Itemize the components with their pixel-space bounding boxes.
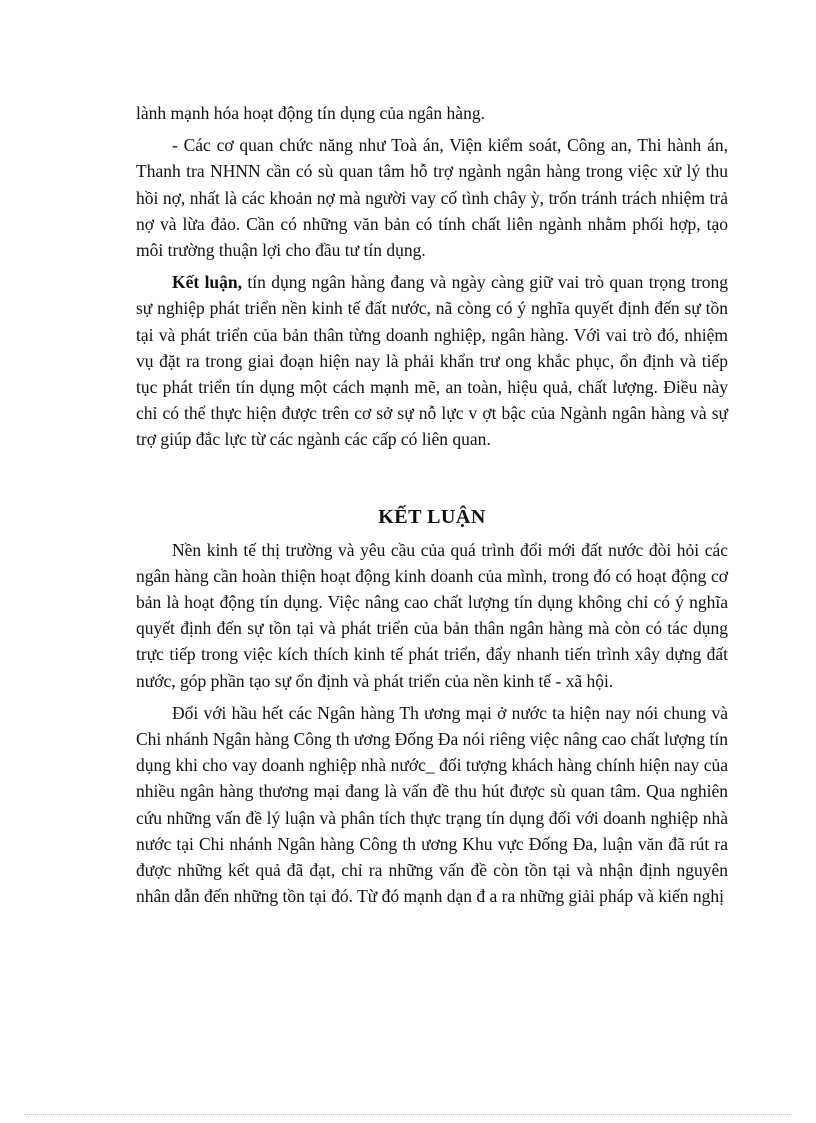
document-body xyxy=(136,100,728,915)
section-heading: KẾT LUẬN xyxy=(378,505,486,528)
paragraph-4: Nền kinh tế thị trường và yêu cầu của quá trình đổi mới đất nước đòi hỏi các ngân hàng cần hoàn thiện hoạt động kinh doanh của mình, trong đó có hoạt động cơ bản là hoạt động tín dụng. Việc nâng cao chất lượng tín dụng không chỉ có ý nghĩa quyết định đến sự tồn tại và phát triển của bản thân ngân hàng mà còn có tác dụng trực tiếp trong việc kích thích kinh tế phát triển, đẩy nhanh tiến trình xây dựng đất nước, góp phần tạo sự ổn định và phát triển của nền kinh tế - xã hội. xyxy=(136,539,728,691)
page-bottom-divider xyxy=(24,1114,792,1115)
paragraph-3-text: tín dụng ngân hàng đang và ngày càng giữ vai trò quan trọng trong sự nghiệp phát triển nền kinh tế đất nước, nã còng có ý nghĩa quyết định đến sự tồn tại và phát triển của bản thân từng doanh nghiệp, ngân hàng. Với vai trò đó, nhiệm vụ đặt ra trong giai đoạn hiện nay là phải khẩn trư ong khắc phục, ổn định và tiếp tục phát triển tín dụng một cách mạnh mẽ, an toàn, hiệu quả, chất lượng. Điều này chỉ có thể thực hiện được trên cơ sở sự nỗ lực v ợt bậc của Ngành ngân hàng và sự trợ giúp đắc lực từ các ngành các cấp có liên quan. xyxy=(136,272,728,450)
paragraph-2: - Các cơ quan chức năng như Toà án, Viện kiểm soát, Công an, Thi hành án, Thanh tra NHNN cần có sù quan tâm hỗ trợ ngành ngân hàng trong việc xử lý thu hồi nợ, nhất là các khoản nợ mà người vay cố tình chây ỳ, trốn tránh trách nhiệm trả nợ và lừa đảo. Cần có những văn bản có tính chất liên ngành nhằm phối hợp, tạo môi trường thuận lợi cho đầu tư tín dụng. xyxy=(136,135,728,261)
paragraph-3 xyxy=(136,269,728,452)
conclusion-lead: Kết luận, xyxy=(172,272,243,293)
paragraph-5: Đối với hầu hết các Ngân hàng Th ương mại ở nước ta hiện nay nói chung và Chi nhánh Ngân hàng Công th ương Đống Đa nói riêng việc nâng cao chất lượng tín dụng khi cho vay doanh nghiệp nhà nước_ đối tượng khách hàng chính hiện nay của nhiều ngân hàng thương mại đang là vấn đề thu hút được sù quan tâm. Qua nghiên cứu những vấn đề lý luận và phân tích thực trạng tín dụng đối với doanh nghiệp nhà nước tại Chi nhánh Ngân hàng Công th ương Khu vực Đống Đa, luận văn đã rút ra được những kết quả đã đạt, chỉ ra những vấn đề còn tồn tại và nhận định nguyên nhân dẫn đến những tồn tại đó. Từ đó mạnh dạn đ a ra những giải pháp và kiến nghị xyxy=(136,702,728,907)
paragraph-1: lành mạnh hóa hoạt động tín dụng của ngân hàng. xyxy=(136,103,485,123)
